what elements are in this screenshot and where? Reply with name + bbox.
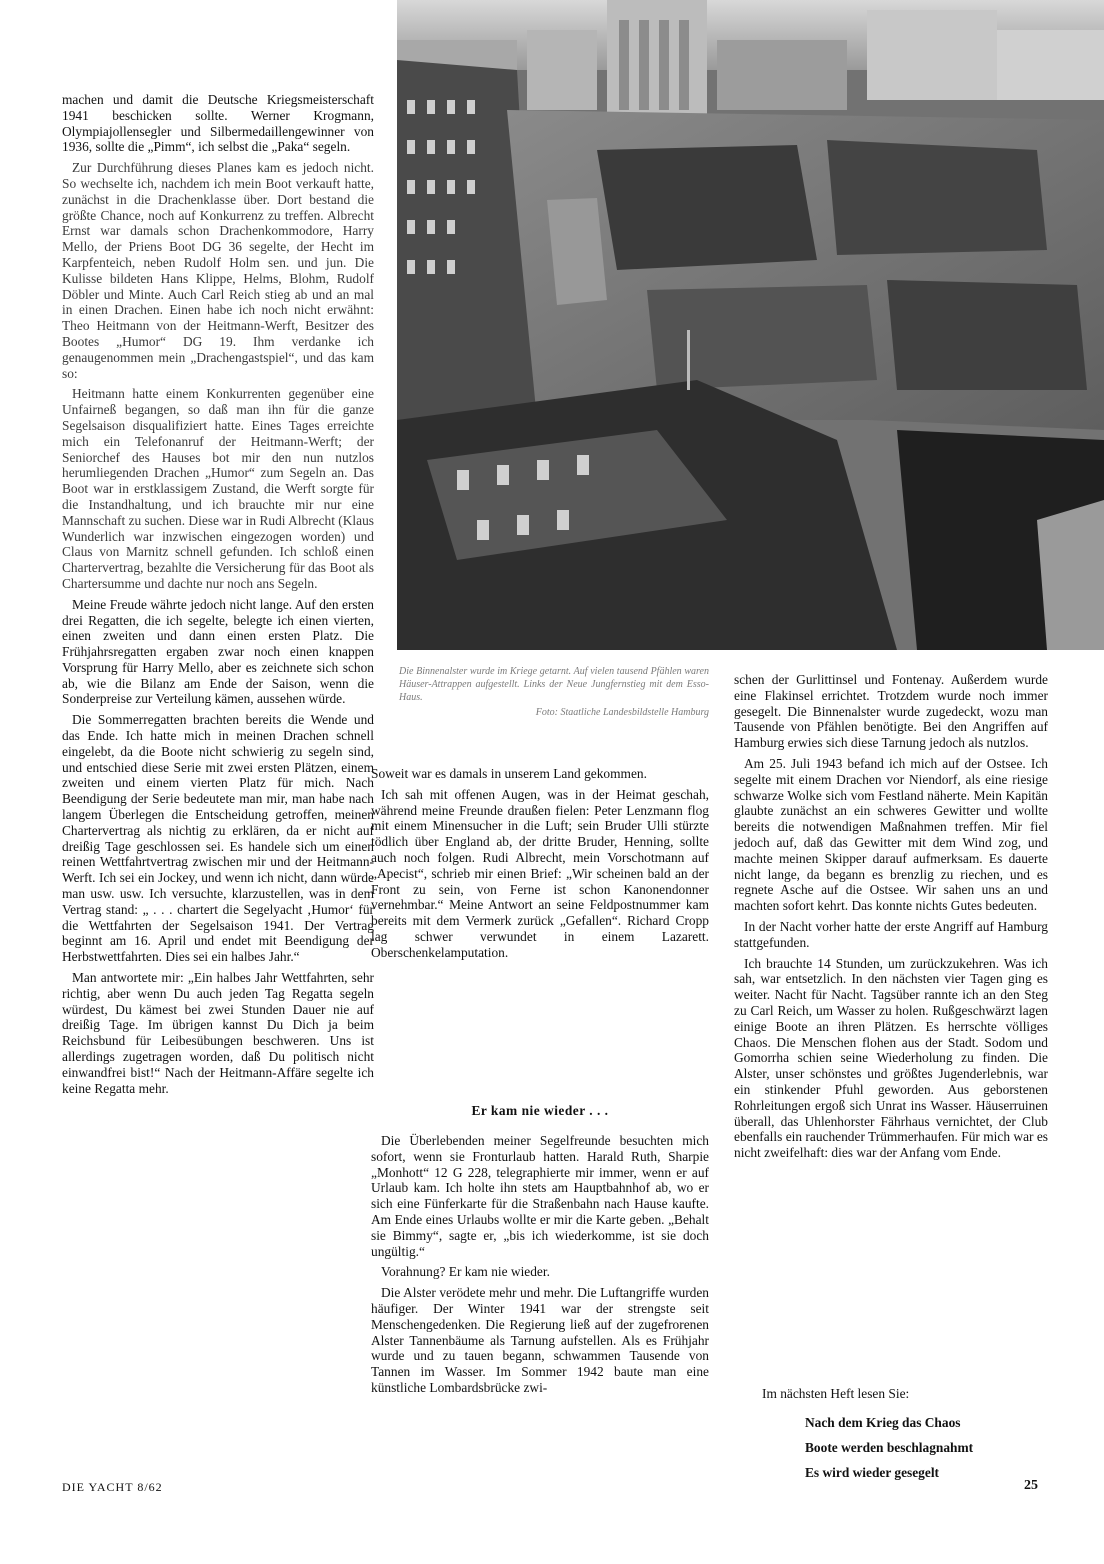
next-issue-item: Es wird wieder gesegelt	[805, 1465, 940, 1480]
paragraph: In der Nacht vorher hatte der erste Angriff auf Hamburg stattgefunden.	[734, 918, 1048, 950]
next-issue-item: Nach dem Krieg das Chaos	[805, 1415, 961, 1430]
article-column-3	[734, 672, 1048, 1166]
paragraph: Man antwortete mir: „Ein halbes Jahr Wettfahrten, sehr richtig, aber wenn Du auch jeden Tag Regatta segeln würdest, Du kämest bei zwei Stunden Dauer nie auf dreißig Tage. Im übrigen kannst Du Dich ja beim Reichsbund für Leibesübungen beschweren. Uns ist allerdings zugetragen worden, daß Du politisch nicht einwandfrei bist!“ Nach der Heitmann-Affäre segelte ich keine Regatta mehr.	[62, 970, 374, 1096]
paragraph: Soweit war es damals in unserem Land gekommen.	[371, 766, 647, 781]
page-number: 25	[1024, 1478, 1038, 1493]
paragraph: Ich sah mit offenen Augen, was in der Heimat geschah, während meine Freunde draußen fielen: Peter Lenzmann flog mit einem Minensucher in die Luft; sein Bruder Ulli stürzte tödlich über England ab, der dritte Bruder, Henning, sollte auch noch folgen. Rudi Albrecht, mein Vorschotmann auf „Apecist“, schrieb mir einen Brief: „Wir scheinen bald an der Front zu sein, von Ferne ist schon Kanonendonner vernehmbar.“ Meine Antwort an seine Feldpostnummer kam bereits mit dem Vermerk zurück „Gefallen“. Richard Cropp lag schwer verwundet in einem Lazarett. Oberschenkelamputation.	[371, 786, 709, 960]
section-subheading: Er kam nie wieder . . .	[471, 1103, 609, 1118]
paragraph: Die Sommerregatten brachten bereits die Wende und das Ende. Ich hatte mich in meinen Drachen schnell eingelebt, da die Boote nicht schwierig zu segeln sind, und entschied diese Serie mit zwei ersten Plätzen, einem zweiten und einem vierten Platz für mich. Nach Beendigung der Serie bedeutete man mir, man habe nach langem Überlegen die Entscheidung getroffen, meinen Chartervertrag als nichtig zu erklären, da er nicht auf dreißig Tage geschlossen sei. Es handele sich um einen reinen Wettfahrtvertrag zwischen mir und der Heitmann-Werft. Ich sei ein Jockey, und wenn ich nicht, dann würde man usw. usw. Ich versuchte, klarzustellen, was in dem Vertrag stand: „ . . . chartert die Segelyacht ‚Humor‘ für die Wettfahrten der Segelsaison 1941. Der Vertrag beginnt am 16. April und endet mit Beendigung der Herbstwettfahrten. Dies sei ein halbes Jahr.“	[62, 712, 374, 965]
paragraph: Zur Durchführung dieses Planes kam es jedoch nicht. So wechselte ich, nachdem ich mein Boot verkauft hatte, zunächst in die Drachenklasse über. Dort bestand die größte Chance, noch auf Konkurrenz zu treffen. Albrecht Ernst war damals schon Drachenkommodore, Harry Mello, der Priens Boot DG 36 segelte, der Hecht im Karpfenteich, neben Rudolf Holm sen. und jun. Die Kulisse bildeten Hans Klippe, Helms, Blohm, Rudolf Döbler und Minte. Auch Carl Reich stieg ab und an mal in einen Drachen. Einen habe ich noch nicht erwähnt: Theo Heitmann von der Heitmann-Werft, Besitzer des Bootes „Humor“ DG 19. Ihm verdanke ich genaugenommen mein „Drachengastspiel“, und das kam so:	[62, 160, 374, 381]
paragraph: Die Überlebenden meiner Segelfreunde besuchten mich sofort, wenn sie Fronturlaub hatten. Harald Ruth, Sharpie „Monhott“ 12 G 228, telegraphierte mir immer, wenn er auf Urlaub kam. Ich holte ihn stets am Hauptbahnhof ab, wo er sich eine Fünferkarte für die Straßenbahn nach Hause kaufte. Am Ende eines Urlaubs wollte er mir die Karte geben. „Behalt sie Bimmy“, sagte er, „bis ich wiederkomme, ist sie doch ungültig.“	[371, 1133, 709, 1259]
photo-camouflaged-binnenalster	[397, 0, 1104, 650]
next-issue-list	[805, 1410, 1065, 1485]
photo-credit: Foto: Staatliche Landesbildstelle Hamburg	[535, 707, 709, 718]
paragraph: schen der Gurlittinsel und Fontenay. Außerdem wurde eine Flakinsel errichtet. Trotzdem wurde noch immer gesegelt. Die Binnenalster wurde zugedeckt, wozu man Tausende von Pfählen benötigte. Bei den Angriffen auf Hamburg erwies sich diese Tarnung jedoch als nutzlos.	[734, 672, 1048, 751]
paragraph: Meine Freude währte jedoch nicht lange. Auf den ersten drei Regatten, die ich segelte, belegte ich einen vierten, einen zweiten und dann einen ersten Platz. Die Frühjahrsregatten ergaben zwar noch einen knappen Vorsprung für Harry Mello, aber es zeichnete sich schon ab, wie die Bilanz am Ende der Saison, wenn die Sonderpreise zur Verteilung kämen, aussehen würde.	[62, 596, 374, 707]
photo-caption	[399, 665, 709, 719]
article-column-2	[371, 766, 709, 966]
paragraph: Heitmann hatte einem Konkurrenten gegenüber eine Unfairneß begangen, so daß man ihn für die ganze Segelsaison disqualifiziert hatte. Eines Tages erreichte mich ein Telefonanruf der Heitmann-Werft; der Seniorchef des Hauses bot mir den nun nutzlos herumliegenden Drachen „Humor“ zum Segeln an. Das Boot war in erstklassigem Zustand, die Werft sorgte für die Instandhaltung, und ich brauchte mir nur eine Mannschaft zu suchen. Diese war in Rudi Albrecht (Klaus Wunderlich war inzwischen eingezogen worden) und Claus von Marnitz schnell gefunden. Ich schloß einen Chartervertrag, bezahlte die Versicherung für das Boot als Chartersumme und dachte nur noch ans Segeln.	[62, 386, 374, 591]
next-issue-item: Boote werden beschlagnahmt	[805, 1440, 974, 1455]
article-column-2-continued	[371, 1133, 709, 1401]
aerial-city-photo	[397, 0, 1104, 650]
paragraph: Am 25. Juli 1943 befand ich mich auf der Ostsee. Ich segelte mit einem Drachen vor Niendorf, als eine riesige schwarze Wolke sich vom Festland näherte. Mein Kapitän glaubte zunächst an ein schweres Gewitter und wollte bereits die notwendigen Maßnahmen treffen. Mir fiel jedoch auf, daß das Gewitter mit dem Wind zog, und machte meinen Skipper darauf aufmerksam. Es dauerte nicht lange, da begann es brenzlig zu riechen, und es regnete Asche auf die Ostsee. Wir sahen uns an und machten sofort kehrt. Das konnte nichts Gutes bedeuten.	[734, 755, 1048, 914]
paragraph: machen und damit die Deutsche Kriegsmeisterschaft 1941 beschicken sollte. Werner Krogmann, Olympiajollensegler und Silbermedaillengewinner von 1936, sollte die „Pimm“, ich selbst die „Paka“ segeln.	[62, 92, 374, 155]
caption-text: Die Binnenalster wurde im Kriege getarnt. Auf vielen tausend Pfählen waren Häuser-Attrappen aufgestellt. Links der Neue Jungfernstieg mit dem Esso-Haus.	[399, 666, 709, 703]
next-issue-intro: Im nächsten Heft lesen Sie:	[762, 1386, 910, 1401]
paragraph: Ich brauchte 14 Stunden, um zurückzukehren. Was ich sah, war entsetzlich. In den nächsten vier Tagen ging es weiter. Nacht für Nacht. Tagsüber rannte ich an den Steg zu Carl Reich, um Wasser zu holen. Rußgeschwärzt lagen einige Boote an ihren Plätzen. Es herrschte völliges Chaos. Die Menschen flohen aus der Stadt. Sodom und Gomorrha schien seine Wiederholung zu finden. Die Alster, unser schönstes und größtes Jugenderlebnis, war ein stinkender Pfuhl geworden. Aus geborstenen Rohrleitungen ergoß sich Unrat ins Wasser. Häuserruinen überall, das Uhlenhorster Fährhaus vernichtet, der Club ebenfalls ein rauchender Trümmerhaufen. Für mich war es nicht zweifelhaft: dies war der Anfang vom Ende.	[734, 955, 1048, 1161]
paragraph: Die Alster verödete mehr und mehr. Die Luftangriffe wurden häufiger. Der Winter 1941 war der strengste seit Menschengedenken. Die Regierung ließ auf der zugefrorenen Alster Tannenbäume als Tarnung aufstellen. Als es Frühjahr wurde und zu tauen begann, schwammen Tausende von Tannen im Wasser. Im Sommer 1942 baute man eine künstliche Lombardsbrücke zwi-	[371, 1285, 709, 1395]
article-column-1	[62, 92, 374, 1101]
paragraph: Vorahnung? Er kam nie wieder.	[381, 1264, 550, 1280]
magazine-issue: DIE YACHT 8/62	[62, 1480, 163, 1494]
